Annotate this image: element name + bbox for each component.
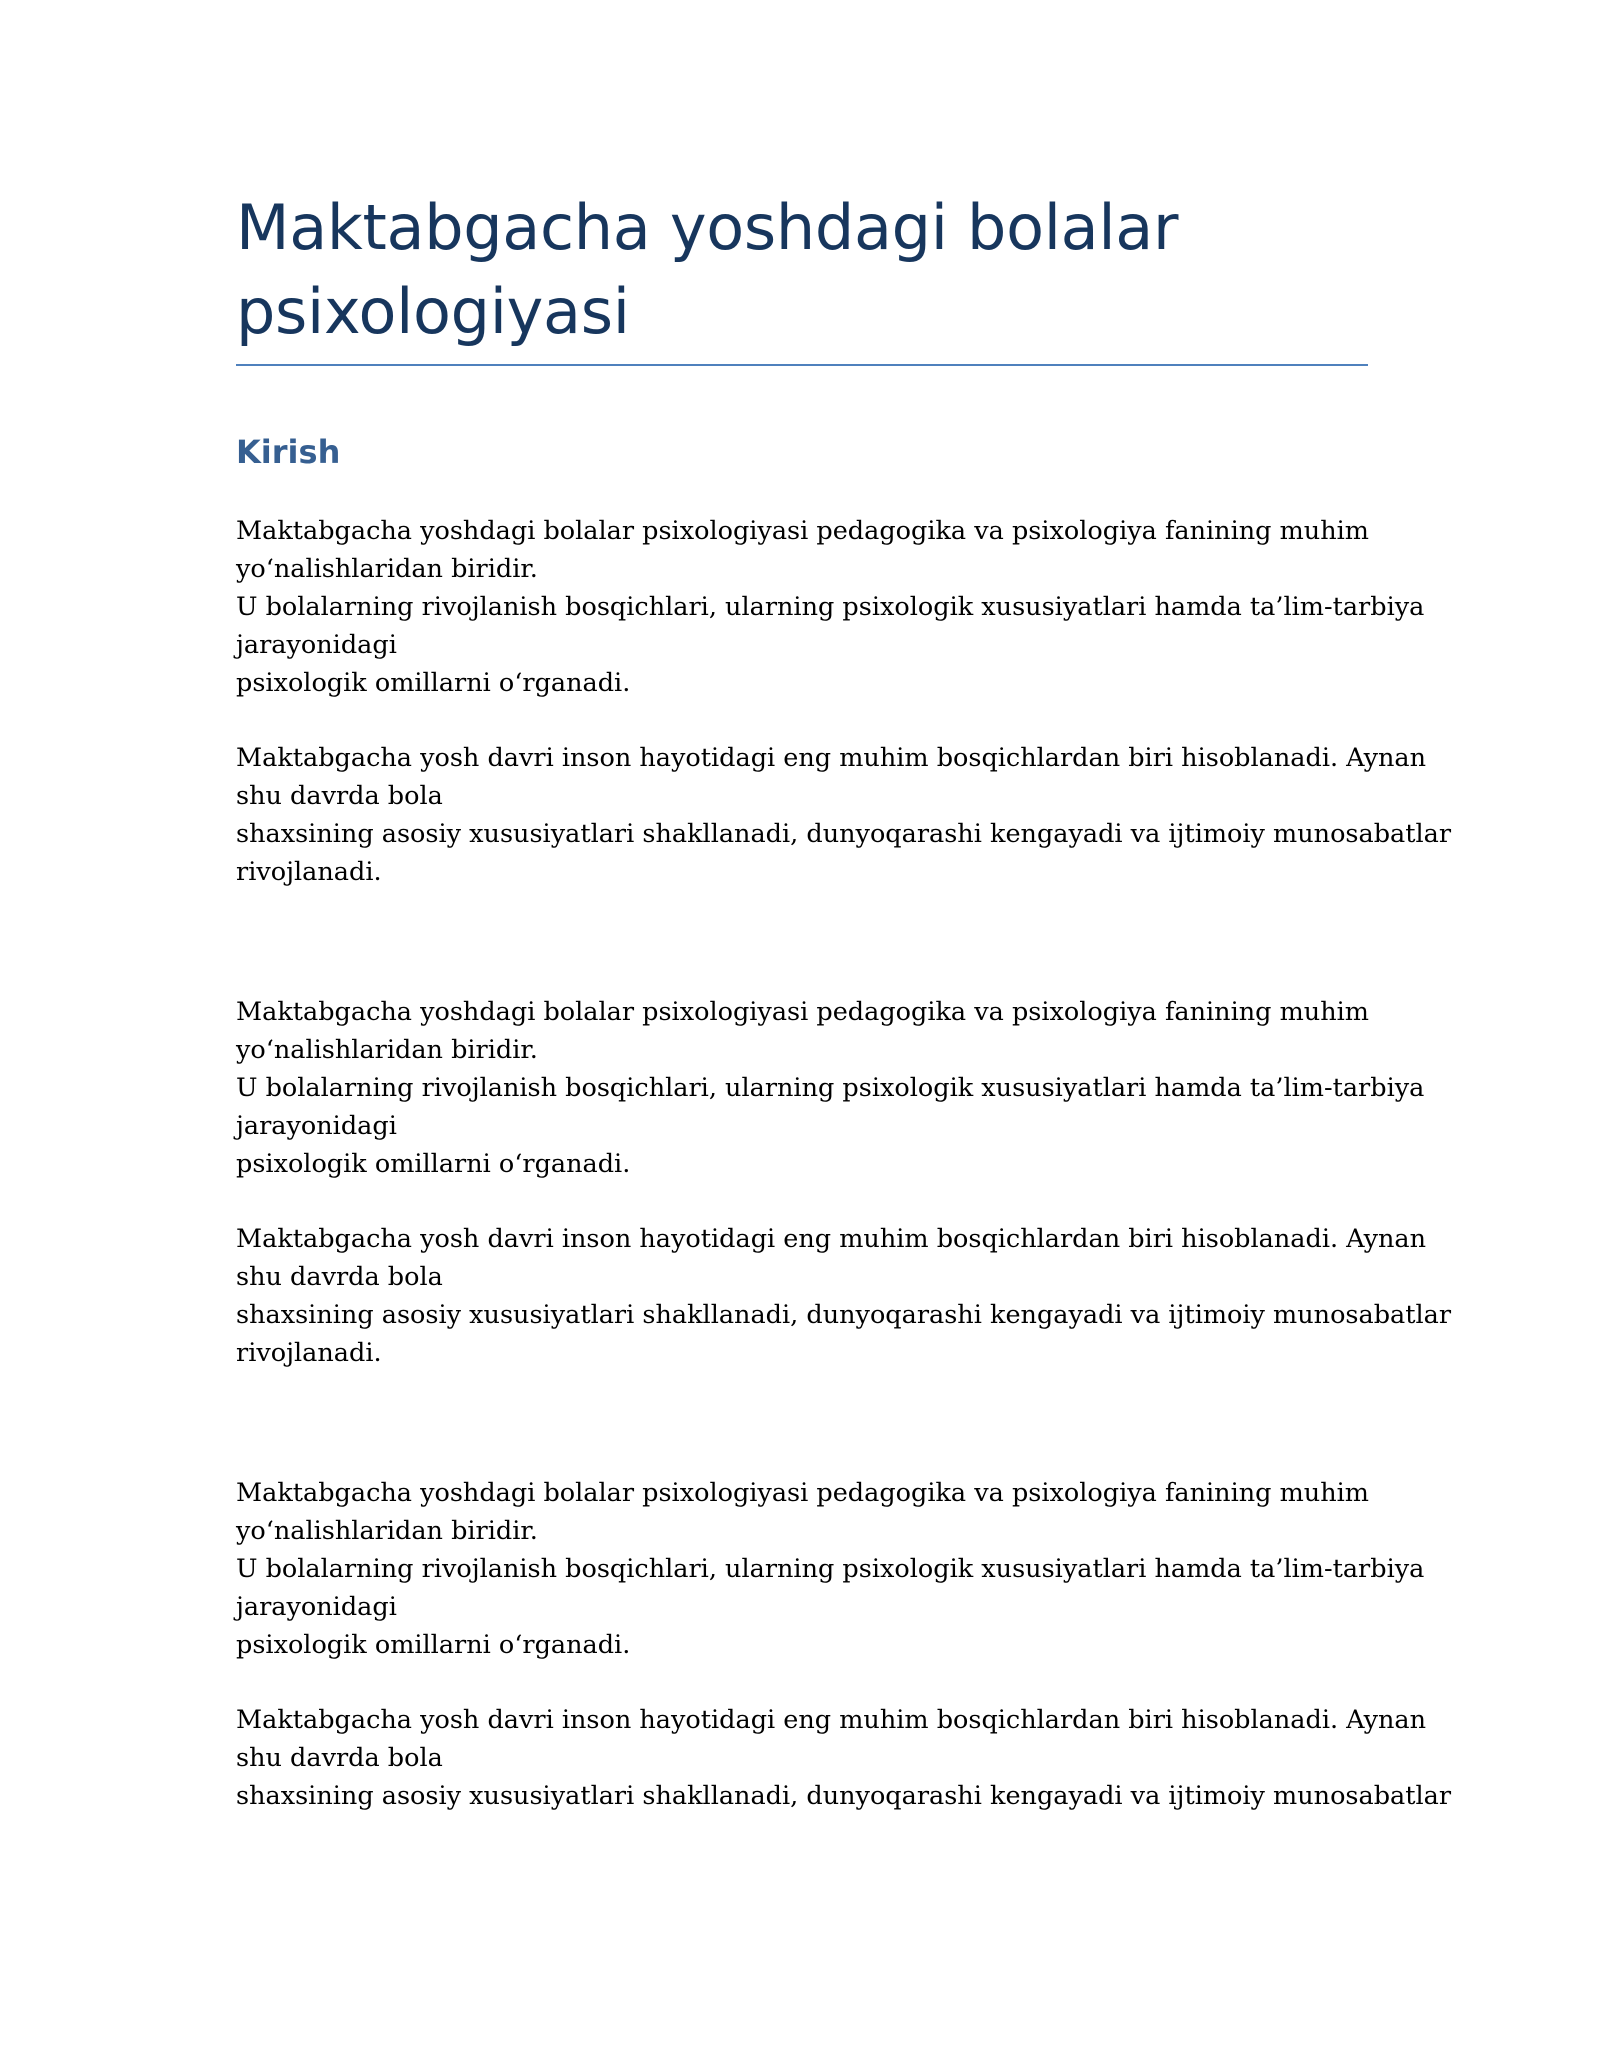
body-paragraph (236, 993, 1436, 1183)
body-paragraph (236, 739, 1452, 891)
paragraph-line: yo‘nalishlaridan biridir. (236, 554, 538, 584)
paragraph-line: rivojlanadi. (236, 857, 382, 887)
paragraph-line: rivojlanadi. (236, 1338, 382, 1368)
paragraph-line: shu davrda bola (236, 1262, 443, 1292)
body-paragraph (236, 1701, 1452, 1815)
paragraph-line: yo‘nalishlaridan biridir. (236, 1516, 538, 1546)
paragraph-line: U bolalarning rivojlanish bosqichlari, ularning psixologik xususiyatlari hamda ta’lim-tarbiya (236, 1073, 1425, 1103)
paragraph-line: shu davrda bola (236, 1743, 443, 1773)
paragraph-line: psixologik omillarni o‘rganadi. (236, 1149, 631, 1179)
paragraph-line: yo‘nalishlaridan biridir. (236, 1035, 538, 1065)
paragraph-line: Maktabgacha yosh davri inson hayotidagi eng muhim bosqichlardan biri hisoblanadi. Aynan (236, 1705, 1427, 1735)
paragraph-line: Maktabgacha yosh davri inson hayotidagi eng muhim bosqichlardan biri hisoblanadi. Aynan (236, 1224, 1427, 1254)
document-title-line: psixologiyasi (236, 275, 630, 348)
paragraph-line: Maktabgacha yoshdagi bolalar psixologiyasi pedagogika va psixologiya fanining muhim (236, 997, 1369, 1027)
paragraph-line: jarayonidagi (236, 1111, 397, 1141)
paragraph-line: Maktabgacha yoshdagi bolalar psixologiyasi pedagogika va psixologiya fanining muhim (236, 516, 1369, 546)
paragraph-line: Maktabgacha yosh davri inson hayotidagi eng muhim bosqichlardan biri hisoblanadi. Aynan (236, 743, 1427, 773)
paragraph-line: psixologik omillarni o‘rganadi. (236, 668, 631, 698)
paragraph-line: shaxsining asosiy xususiyatlari shakllanadi, dunyoqarashi kengayadi va ijtimoiy munosabatlar (236, 1781, 1452, 1811)
paragraph-line: shaxsining asosiy xususiyatlari shakllanadi, dunyoqarashi kengayadi va ijtimoiy munosabatlar (236, 1300, 1452, 1330)
body-paragraph (236, 1220, 1452, 1372)
paragraph-line: U bolalarning rivojlanish bosqichlari, ularning psixologik xususiyatlari hamda ta’lim-tarbiya (236, 592, 1425, 622)
title-underline-divider (236, 364, 1368, 366)
paragraph-line: Maktabgacha yoshdagi bolalar psixologiyasi pedagogika va psixologiya fanining muhim (236, 1478, 1369, 1508)
paragraph-line: jarayonidagi (236, 630, 397, 660)
paragraph-line: jarayonidagi (236, 1592, 397, 1622)
body-paragraph (236, 1474, 1436, 1664)
document-title (236, 186, 1366, 354)
section-heading: Kirish (236, 433, 341, 471)
document-title-line: Maktabgacha yoshdagi bolalar (236, 191, 1179, 264)
paragraph-line: psixologik omillarni o‘rganadi. (236, 1630, 631, 1660)
paragraph-line: shu davrda bola (236, 781, 443, 811)
paragraph-line: U bolalarning rivojlanish bosqichlari, ularning psixologik xususiyatlari hamda ta’lim-tarbiya (236, 1554, 1425, 1584)
paragraph-line: shaxsining asosiy xususiyatlari shakllanadi, dunyoqarashi kengayadi va ijtimoiy munosabatlar (236, 819, 1452, 849)
body-paragraph (236, 512, 1436, 702)
